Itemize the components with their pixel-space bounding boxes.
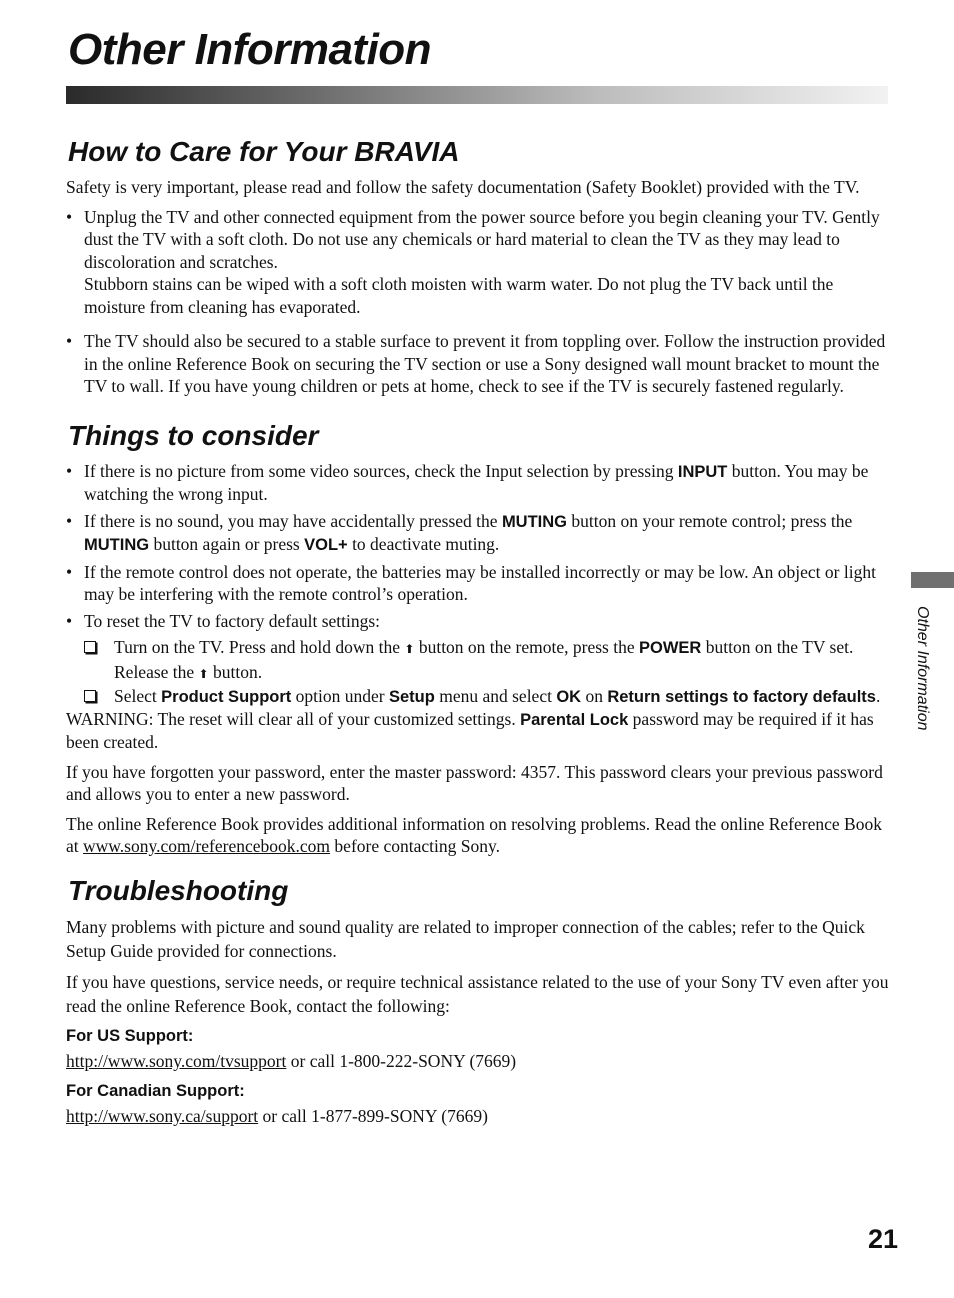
consider-bullet-no-picture: [66, 460, 898, 506]
text: button on your remote control; press the: [567, 510, 853, 531]
reference-book-note: [66, 813, 898, 858]
us-support-heading: For US Support:: [66, 1026, 194, 1045]
checkbox-icon: [84, 641, 96, 653]
reset-step-2: [84, 685, 898, 709]
care-bullet-cleaning-text: Unplug the TV and other connected equipment from the power source before you begin cleaning your TV. Gently dust the TV with a soft cloth. Do not use any chemicals or hard material to clean the TV as they may lead to discoloration and scratches.: [84, 206, 880, 272]
password-note: If you have forgotten your password, enter the master password: 4357. This password clears your previous password and allows you to enter a new password.: [66, 761, 883, 804]
text: or call 1-800-222-SONY (7669): [286, 1051, 517, 1071]
page-number: 21: [867, 1224, 898, 1254]
text: If there is no picture from some video sources, check the Input selection by pressing: [84, 460, 678, 481]
text: before contacting Sony.: [330, 836, 500, 856]
warning-note: [66, 708, 898, 754]
reference-book-link[interactable]: www.sony.com/referencebook.com: [83, 836, 331, 856]
title-gradient-bar: [66, 86, 888, 104]
text: menu and select: [434, 686, 557, 706]
up-arrow-icon: ⬆: [198, 666, 209, 681]
text: button on the remote, press the: [414, 637, 639, 657]
us-support-line: [66, 1050, 898, 1073]
text: button.: [208, 661, 263, 682]
canada-support-link[interactable]: http://www.sony.ca/support: [66, 1106, 259, 1126]
text: Turn on the TV. Press and hold down the: [114, 637, 405, 657]
troubleshooting-p2: If you have questions, service needs, or require technical assistance related to the use of your Sony TV even after you read the online Reference Book, contact the following:: [66, 971, 889, 1016]
consider-bullet-reset: [66, 610, 898, 709]
troubleshooting-p1: Many problems with picture and sound quality are related to improper connection of the cables; refer to the Quick Setup Guide provided for connections.: [66, 916, 865, 961]
reset-intro: To reset the TV to factory default settings:: [84, 610, 381, 631]
return-defaults-label: Return settings to factory defaults: [607, 688, 876, 706]
consider-bullet-no-sound: [66, 510, 898, 557]
parental-lock-label: Parental Lock: [520, 710, 629, 729]
text: button on the TV set. Release the: [114, 637, 854, 682]
section-tab-marker: [911, 572, 954, 588]
care-intro: Safety is very important, please read and follow the safety documentation (Safety Booklet) provided with the TV.: [66, 177, 860, 197]
reset-steps: [84, 636, 898, 709]
ok-label: OK: [556, 688, 582, 706]
care-bullet-cleaning: [66, 206, 898, 319]
side-section-label: Other Information: [914, 606, 931, 731]
care-bullet-stains-text: Stubborn stains can be wiped with a soft cloth moisten with warm water. Do not plug the TV back until the moisture from cleaning has evaporated.: [84, 274, 834, 317]
canada-support-line: [66, 1105, 898, 1128]
consider-list: [66, 460, 898, 709]
up-arrow-icon: ⬆: [404, 642, 415, 656]
product-support-label: Product Support: [161, 688, 292, 706]
reset-step-1: [84, 636, 898, 685]
text: .: [875, 686, 881, 706]
text: option under: [291, 686, 389, 706]
consider-heading: Things to consider: [68, 419, 319, 451]
text: password may be required if it has been created.: [66, 708, 874, 752]
muting-button-label: MUTING: [84, 536, 150, 554]
care-list: [66, 206, 898, 398]
text: The online Reference Book provides additional information on resolving problems. Read the online Reference Book at: [66, 813, 882, 856]
text: on: [581, 686, 608, 706]
muting-button-label: MUTING: [501, 512, 568, 531]
text: or call 1-877-899-SONY (7669): [258, 1106, 488, 1126]
page-title: Other Information: [68, 25, 432, 74]
care-heading: How to Care for Your BRAVIA: [68, 136, 460, 167]
text: to deactivate muting.: [347, 534, 500, 554]
care-bullet-secure: • The TV should also be secured to a stable surface to prevent it from toppling over. Follow the instruction provided in the online Reference Book on securing the TV section or use a Sony designed wall mount bracket to mount the TV to wall. If you have young children or pets at home, check to see if the TV is securely fastened regularly.: [66, 330, 898, 398]
input-button-label: INPUT: [677, 462, 728, 481]
setup-label: Setup: [389, 688, 435, 706]
main-content: [66, 134, 898, 1135]
text: button again or press: [149, 534, 305, 554]
power-button-label: POWER: [639, 639, 702, 657]
troubleshooting-heading: Troubleshooting: [68, 874, 289, 906]
vol-plus-button-label: VOL+: [304, 536, 348, 554]
text: If there is no sound, you may have accidentally pressed the: [84, 510, 502, 531]
text: button. You may be watching the wrong input.: [84, 460, 869, 504]
checkbox-icon: [84, 690, 96, 702]
us-support-link[interactable]: http://www.sony.com/tvsupport: [66, 1051, 287, 1071]
canada-support-heading: For Canadian Support:: [66, 1081, 245, 1100]
consider-bullet-remote: • If the remote control does not operate, the batteries may be installed incorrectly or may be low. An object or light may be interfering with the remote control’s operation.: [66, 561, 898, 606]
text: WARNING: The reset will clear all of your customized settings.: [66, 708, 521, 729]
text: Select: [114, 686, 162, 706]
